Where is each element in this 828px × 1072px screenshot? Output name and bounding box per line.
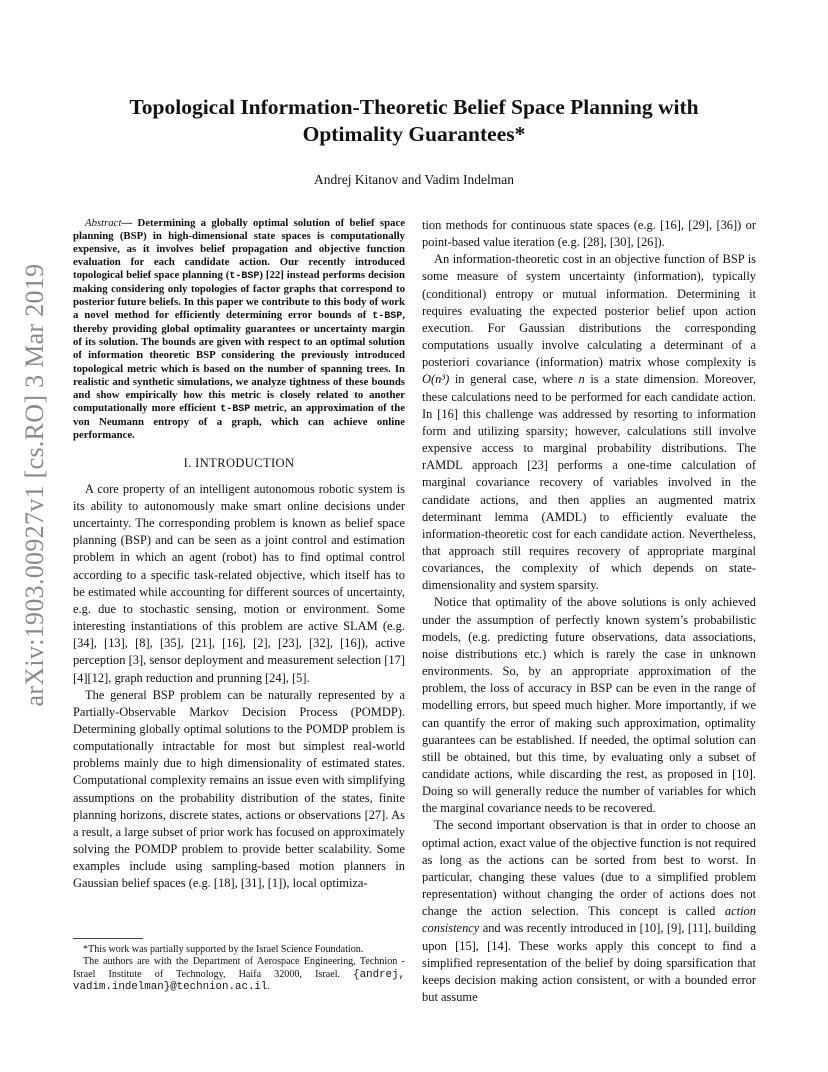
arxiv-id-label: arXiv:1903.00927v1 [cs.RO] 3 Mar 2019 xyxy=(20,263,49,707)
paragraph-6-text-a: The second important observation is that in order to choose an optimal action, exact value of the objective function is not required as long as the actions can be sorted from best to worst. In particular, changing these values (due to a simplified problem representation) without changing the order of actions does not change the action selection. This concept is called xyxy=(422,818,756,919)
section-heading-introduction: I. INTRODUCTION xyxy=(183,455,295,470)
paragraph-4-text-c: is a state dimension. Moreover, these calculations need to be performed for each candidate action. In [16] this challenge was addressed by resorting to information form and utilizing sparsity; however, calculations still involve expensive access to marginal probability distributions. The rAMDL approach [23] performs a one-time calculation of marginal covariance recovery of variables involved in the candidate actions, and then applies an augmented matrix determinant lemma (AMDL) to efficiently evaluate the information-theoretic cost for each candidate action. Nevertheless, that approach still requires recovery of appropriate marginal covariances, the complexity of which depends on state-dimensionality and system sparsity. xyxy=(422,372,756,593)
footnote-support: *This work was partially supported by the Israel Science Foundation. xyxy=(83,944,364,955)
intro-paragraph-3: tion methods for continuous state spaces (e.g. [16], [29], [36]) or point-based value iteration (e.g. [28], [30], [26]). xyxy=(422,218,756,250)
intro-paragraph-2: The general BSP problem can be naturally represented by a Partially-Observable Markov Decision Process (POMDP). Determining globally optimal solutions to the POMDP problem is computationally intractable for most but simplest real-world problems mainly due to high dimensionality of estimated states. Computational complexity remains an issue even with simplifying assumptions on the probability distribution of the states, finite planning horizons, discrete states, actions or observations [27]. As a result, a large subset of prior work has focused on approximately solving the POMDP problem to provide better scalability. Some examples include using sampling-based motion planners in Gaussian belief spaces (e.g. [18], [31], [1]), local optimiza- xyxy=(73,687,405,891)
intro-paragraph-1: A core property of an intelligent autonomous robotic system is its ability to autonomously make smart online decisions under uncertainty. The corresponding problem is known as belief space planning (BSP) and can be seen as a joint control and estimation problem in which an agent (robot) has to find optimal control according to a specific task-related objective, which itself has to be estimated while accounting for different sources of uncertainty, e.g. due to stochastic sensing, motion or environment. Some interesting instantiations of this problem are active SLAM (e.g. [34], [13], [8], [35], [21], [16], [2], [23], [32], [16]), active perception [3], sensor deployment and measurement selection [17][4][12], graph reduction and prunning [24], [5]. xyxy=(73,481,405,685)
abstract-text-2: ) [22] instead performs decision making considering only topologies of factor graphs that correspond to posterior future beliefs. In this paper we contribute to this body of work a novel method for efficiently determining error bounds of xyxy=(73,269,405,322)
abstract xyxy=(73,217,405,442)
footnote-end: . xyxy=(267,980,270,992)
author-list: Andrej Kitanov and Vadim Indelman xyxy=(314,172,514,187)
intro-paragraph-5: Notice that optimality of the above solutions is only achieved under the assumption of perfectly known system’s probabilistic models, (e.g. predicting future observations, data associations, noise distributions etc.) which is rarely the case in unknown environments. So, by an appropriate approximation of the problem, the loss of accuracy in BSP can be even in the range of modelling errors, but speed much higher. More importantly, if we can quantify the error of making such approximation, optimality guarantees can be established. If needed, the optimal solution can still be obtained, but this time, by evaluating only a subset of candidate actions, while discarding the rest, as proposed in [10]. Doing so will generally reduce the number of variables for which the marginal covariance needs to be recovered. xyxy=(422,595,756,816)
paper-title: Topological Information-Theoretic Belief Space Planning with Optimality Guarantees* xyxy=(129,95,699,146)
abstract-code-2: t-BSP xyxy=(372,311,403,323)
paragraph-6-text-b: and was recently introduced in [10], [9], [11], building upon [15], [14]. These works apply this concept to find a simplified representation of the belief by doing sparsification that keeps decision making action consistent, or with a bounded error but assume xyxy=(422,921,756,1005)
abstract-text-3: , thereby providing global optimality guarantees or uncertainty margin of its solution. The bounds are given with respect to an optimal solution of information theoretic BSP considering the previously introduced topological metric which is based on the number of spanning trees. In realistic and synthetic simulations, we analyze tightness of these bounds and show empirically how this metric is closely related to another computationally more efficient xyxy=(73,309,405,414)
abstract-text-1: — Determining a globally optimal solution of belief space planning (BSP) in high-dimensional state spaces is computationally expensive, as it involves belief propagation and objective function evaluation for each candidate action. Our recently introduced topological belief space planning ( xyxy=(73,217,405,282)
complexity-math: O(n³) xyxy=(422,372,450,387)
abstract-text-4: metric, an approximation of the von Neumann entropy of a graph, which can achieve online performance. xyxy=(73,401,405,441)
paragraph-4-text-a: An information-theoretic cost in an objective function of BSP is some measure of system uncertainty (information), typically (conditional) entropy or mutual information. Determining it requires evaluating the expected posterior belief upon action execution. For Gaussian distributions the corresponding computations usually involve calculating a determinant of a posteriori covariance (information) matrix whose complexity is xyxy=(422,252,756,370)
action-consistency-term: action consistency xyxy=(422,904,756,936)
footnote-affiliation-text: The authors are with the Department of Aerospace Engineering, Technion - Israel Institute of Technology, Haifa 32000, Israel. xyxy=(73,956,405,980)
abstract-lead: Abstract xyxy=(85,217,122,229)
abstract-code-3: t-BSP xyxy=(220,403,251,415)
dimension-variable: n xyxy=(578,372,585,387)
left-column xyxy=(73,217,405,893)
paragraph-4-text-b: in general case, where xyxy=(449,372,579,387)
arxiv-watermark xyxy=(20,250,49,720)
intro-paragraph-4 xyxy=(422,251,756,594)
footnotes xyxy=(73,944,405,993)
footnote-divider xyxy=(73,938,143,939)
intro-paragraph-6 xyxy=(422,817,756,1006)
abstract-code-1: t-BSP xyxy=(229,271,260,283)
right-column xyxy=(422,217,756,1006)
footnote-email: {andrej, vadim.indelman}@technion.ac.il xyxy=(73,968,405,993)
footnote-affiliation xyxy=(73,956,405,993)
